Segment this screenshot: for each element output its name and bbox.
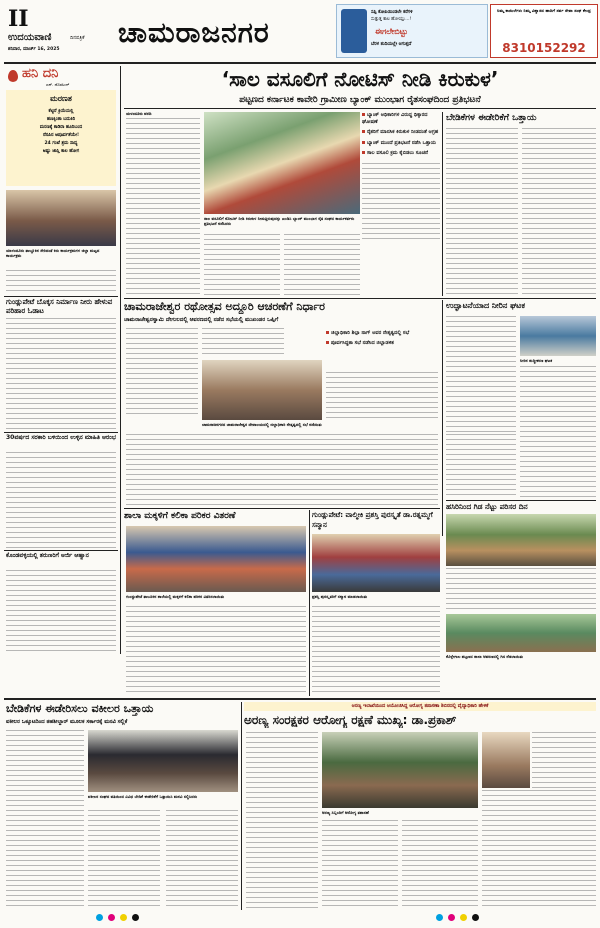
lead-text-col4 xyxy=(362,163,440,243)
bullet-text: ಬ್ಯಾಂಕ್ ಮುಂದೆ ಪ್ರತಿಭಟನೆ ನಡೆಸಿ ಒತ್ತಾಯ xyxy=(367,139,437,146)
bottom-right-photo xyxy=(322,732,478,808)
poem-line: ಹಣಕ್ಕಿಂತಾ ಬದುಕಿರಿ xyxy=(46,117,76,122)
left-story-text xyxy=(6,270,116,294)
right-top-text-a xyxy=(446,128,518,296)
story1-text xyxy=(6,318,116,430)
sapling-photo-caption: ಕೊಳ್ಳೇಗಾಲ ಪಟ್ಟಣದ ಶಾಲಾ ಆವರಣದಲ್ಲಿ ಗಿಡ ನೆಡಲಾಯಿತು xyxy=(446,654,523,659)
poem-line: ಮರಣಕ್ಕೆ ಕಾಡಿರಾ ಹೂರಿಬಂದ xyxy=(39,125,83,130)
poem-line: ಕೆಟ್ಟಿರೆ ಕ್ರಿಯೆಯಲ್ಲಿ xyxy=(48,109,74,114)
lead-photo xyxy=(204,112,360,214)
poem-box xyxy=(6,90,116,186)
poem-body xyxy=(10,108,112,156)
bottom-right-text-d xyxy=(532,732,596,788)
bullet-icon xyxy=(362,113,365,116)
bullet-text: ಬ್ಯಾಂಕ್ ಅಧಿಕಾರಿಗಳ ವಿರುದ್ಧ ಧಿಕ್ಕಾರದ ಘೋಷಣೆ xyxy=(362,112,428,125)
ad1-line3: ಈಗಲೇಬಿಟ್ಟು xyxy=(375,27,408,36)
edition-label: ದಿನಪತ್ರಿಕೆ xyxy=(70,35,85,41)
bottom-right-photo-caption: ಅರಣ್ಯ ಸಿಬ್ಬಂದಿಗೆ ಆರೋಗ್ಯ ತಪಾಸಣೆ xyxy=(322,810,369,815)
second-lead-text-b xyxy=(202,328,284,358)
masthead-rule xyxy=(4,62,596,64)
right-mid-text-a xyxy=(446,316,516,432)
paper-name: ಉದಯವಾಣಿ xyxy=(8,32,52,43)
column-divider xyxy=(442,112,443,296)
second-lead-photo-caption: ಚಾಮರಾಜನಗರದ ಚಾಮರಾಜೇಶ್ವರ ದೇವಾಲಯದಲ್ಲಿ ಜಿಲ್ಲಾಧಿಕಾರಿ ನೇತೃತ್ವದಲ್ಲಿ ಸಭೆ ನಡೆಯಿತು xyxy=(202,422,322,427)
sapling-photo-2 xyxy=(446,614,596,652)
bullet-text: ಸಾಲ ವಸೂಲಿ ಕ್ರಮ ಕೈಬಿಡಲು ಸೂಚನೆ xyxy=(367,150,428,156)
right-mid-photo xyxy=(520,316,596,356)
rule xyxy=(124,108,596,109)
lead-headline: ‘ಸಾಲ ವಸೂಲಿಗೆ ನೋಟಿಸ್ ನೀಡಿ ಕಿರುಕುಳ’ xyxy=(221,67,499,91)
lead-text-col3 xyxy=(284,234,360,296)
bottom-left-text-b xyxy=(88,810,160,910)
lead-bullet xyxy=(362,140,440,147)
second-lead-subheadline: ಚಾಮರಾಜೇಶ್ವರಸ್ವಾಮಿ ದೇಗುಲದಲ್ಲಿ ಆವರಣದಲ್ಲಿ ನಡೆದ ಸಭೆಯಲ್ಲಿ ಮುಖಂಡರ ಒಪ್ಪಿಗೆ xyxy=(124,317,279,323)
bottom-left-text-c xyxy=(166,810,238,910)
story2-headline: 30ವರ್ಷದ ಸರಕಾರಿ ಬಳಿಯಿಂದ ಉಳ್ಳಿನ ಮಾಹಿತಿ ಆರಂಭ xyxy=(6,434,116,441)
bottom-right-text-c xyxy=(402,820,478,910)
page-number: II xyxy=(8,6,29,32)
reg-dot xyxy=(448,914,455,921)
bottom-left-photo xyxy=(88,730,238,792)
masthead xyxy=(0,0,600,62)
bottom-left-text-a xyxy=(6,730,84,910)
reg-dot xyxy=(472,914,479,921)
rule xyxy=(4,698,596,700)
second-bullet xyxy=(326,340,438,347)
column-divider xyxy=(241,702,242,910)
second-lead-headline: ಚಾಮರಾಜೇಶ್ವರ ರಥೋತ್ಸವ ಅದ್ದೂರಿ ಆಚರಣೆಗೆ ನಿರ್ಧಾರ xyxy=(124,300,325,313)
bottom-right-text-b xyxy=(322,820,398,910)
school-headline: ಶಾಲಾ ಮಕ್ಕಳಿಗೆ ಕಲಿಕಾ ಪರಿಕರ ವಿತರಣೆ xyxy=(124,511,236,521)
second-lead-text-d xyxy=(126,434,438,506)
phone-graphic xyxy=(341,9,367,53)
registration-marks xyxy=(96,914,156,924)
bottom-right-photo-2 xyxy=(482,732,530,788)
bullet-icon xyxy=(326,341,329,344)
section-title: ಚಾಮರಾಜನಗರ xyxy=(118,16,270,49)
registration-marks xyxy=(436,914,496,924)
right-mid-photo-caption: ನೀರಿನ ಶುದ್ಧೀಕರಣ ಘಟಕ xyxy=(520,358,553,363)
lead-text-col1 xyxy=(126,118,200,296)
right-mid-text-c xyxy=(446,434,516,498)
left-photo xyxy=(6,190,116,246)
sapling-text xyxy=(446,568,596,612)
ad1-line2: ಸುತ್ತುತ್ತ ಕಾಲ ಹೋಯ್ತು...! xyxy=(371,17,412,22)
sapling-photo xyxy=(446,514,596,566)
award-text xyxy=(312,606,440,696)
sapling-headline: ಹಸಿರಿನಿಂದ ಗಿಡ ನೆಟ್ಟು ಪರಿಸರ ದಿನ xyxy=(446,502,528,511)
second-lead-photo xyxy=(202,360,322,420)
award-photo xyxy=(312,534,440,592)
bullet-icon xyxy=(326,331,329,334)
column-divider xyxy=(309,510,310,696)
second-lead-text-c xyxy=(326,372,438,420)
reg-dot xyxy=(108,914,115,921)
rule xyxy=(4,550,118,551)
right-mid-text-b xyxy=(520,366,596,498)
lead-photo-caption: ಸಾಲ ವಸೂಲಿಗೆ ನೋಟಿಸ್ ನೀಡಿ ಕಿರುಕುಳ ನೀಡುತ್ತಿರುವುದನ್ನು ಖಂಡಿಸಿ ಬ್ಯಾಂಕ್ ಮುಂಭಾಗ ರೈತ ಸಂಘದ ಕಾರ್ಯಕರ್ತರು ಪ್ರತಿಭಟನೆ ನಡೆಸಿದರು xyxy=(204,216,355,226)
hani-dani-logo xyxy=(6,66,116,88)
bottom-right-text-e xyxy=(482,790,596,910)
ad-phone-number[interactable]: 8310152292 xyxy=(502,41,586,55)
lead-text-col2 xyxy=(204,234,280,296)
logo-byline: ಎನ್. ದೊರಸಿಂಗ್ xyxy=(46,82,70,87)
lead-subheadline: ಪಟ್ಟಣದ ಕರ್ನಾಟಕ ಕಾವೇರಿ ಗ್ರಾಮೀಣ ಬ್ಯಾಂಕ್ ಮುಂಭಾಗ ರೈತಸಂಘದಿಂದ ಪ್ರತಿಭಟನೆ xyxy=(239,95,481,105)
second-lead-text-a xyxy=(126,328,198,418)
ad1-line4: ಬೆರಳ ತುದಿಯಲ್ಲೇ ಆಗುತ್ತದೆ xyxy=(371,42,412,47)
reg-dot xyxy=(120,914,127,921)
story3-headline: ಕೊಂಡವಳ್ಳಿಯಲ್ಲಿ ತರುಣರಿಗೆ ಅರ್ಜಿ ಆಹ್ವಾನ xyxy=(6,552,89,559)
school-photo-caption: ಗುಂಡ್ಲುಪೇಟೆ ತಾಲೂಕಿನ ಶಾಲೆಯಲ್ಲಿ ಮಕ್ಕಳಿಗೆ ಕಲಿಕಾ ಪರಿಕರ ವಿತರಿಸಲಾಯಿತು xyxy=(126,594,225,599)
reg-dot xyxy=(132,914,139,921)
right-top-text-b xyxy=(522,128,596,296)
right-top-headline: ಬೇಡಿಕೆಗಳ ಈಡೇರಿಕೆಗೆ ಒತ್ತಾಯ xyxy=(446,113,537,123)
lead-bullet xyxy=(362,150,440,157)
bullet-text: ಜಿಲ್ಲಾಧಿಕಾರಿ ಶಿಲ್ಪಾ ನಾಗ್ ಅವರ ನೇತೃತ್ವದಲ್ಲಿ ಸಭೆ xyxy=(331,330,410,336)
story1-headline: ಗುಂಡ್ಲುಪೇಟೆ ಬೊಕ್ಕಸ ನಿರ್ಮಾಣ ನೀರು ಹೇಳುವ ಪರಿಹಾರ ಓಡಾಟ xyxy=(6,298,113,315)
award-photo-caption: ಪ್ರಶಸ್ತಿ ಪುರಸ್ಕೃತರಿಗೆ ಸನ್ಮಾನ ಮಾಡಲಾಯಿತು xyxy=(312,594,368,599)
reg-dot xyxy=(436,914,443,921)
left-column xyxy=(4,66,118,654)
story2-text xyxy=(6,452,116,548)
bottom-right-text-a xyxy=(246,732,318,910)
rule xyxy=(124,298,596,299)
bullet-icon xyxy=(362,151,365,154)
bullet-text: ರೈತರಿಗೆ ಮಾನಸಿಕ ಕಿರುಕುಳ ನೀಡದಂತೆ ಆಗ್ರಹ xyxy=(367,129,439,135)
reg-dot xyxy=(96,914,103,921)
masthead-ad-1 xyxy=(336,4,488,58)
lead-bullets xyxy=(362,112,440,296)
right-mid-headline: ಉದ್ಘಾಟನೆಯಾದ ನೀರಿನ ಘಟಕ xyxy=(446,301,525,310)
second-lead-bullets xyxy=(326,330,438,370)
rule xyxy=(446,500,596,501)
award-headline: ಗುಂಡ್ಲುಪೇಟೆ: ವಾಲ್ಮೀಕಿ ಪ್ರಶಸ್ತಿ ಪುರಸ್ಕೃತೆ ಡಾ.ರತ್ನಮ್ಮಗೆ ಸನ್ಮಾನ xyxy=(312,511,433,529)
second-bullet xyxy=(326,330,438,337)
drop-icon xyxy=(8,70,18,82)
bottom-left-headline: ಬೇಡಿಕೆಗಳ ಈಡೇರಿಸಲು ವಕೀಲರ ಒತ್ತಾಯ xyxy=(6,702,154,715)
poem-line: 24 ಗಂಟೆ ಶ್ರಮ ಸಾಧ್ಯ xyxy=(44,141,78,146)
poem-line: ನೆನಪಿನ ಅಪೂರ್ವತೆಯೇ! xyxy=(42,133,80,138)
reg-dot xyxy=(460,914,467,921)
bottom-right-headline: ಅರಣ್ಯ ಸಂರಕ್ಷಕರ ಆರೋಗ್ಯ ರಕ್ಷಣೆ ಮುಖ್ಯ: ಡಾ.ಪ್ರಕಾಶ್ xyxy=(244,713,457,727)
story3-text xyxy=(6,570,116,654)
ad1-line1: ಸಪ್ಪಿ ಕೋಪಿಯಿಂಡಲೇ ಕರೆಗಳಿ xyxy=(371,10,413,15)
lead-byline: ಯಳಂದೂರು ವರದಿ xyxy=(126,111,152,116)
masthead-ad-2 xyxy=(490,4,598,58)
column-divider xyxy=(442,300,443,536)
bottom-left-photo-caption: ವಕೀಲರ ಸಂಘದ ವತಿಯಿಂದ ವಿವಿಧ ಬೇಡಿಕೆ ಈಡೇರಿಕೆಗೆ ಒತ್ತಾಯಿಸಿ ಮನವಿ ಸಲ್ಲಿಸಿದರು xyxy=(88,794,198,799)
rule xyxy=(4,296,118,297)
bullet-icon xyxy=(362,141,365,144)
poem-title: ಮರಣತ xyxy=(50,94,72,103)
poem-line: ಅಷ್ಟು ಜಾಸ್ತಿ ಕಾಲ ಹೋಗ xyxy=(42,149,80,154)
column-divider xyxy=(120,66,121,654)
lead-bullet xyxy=(362,112,440,125)
bullet-text: ಪೂರ್ವಸಿದ್ಧತಾ ಸಭೆ ನಡೆಸಿದ ಜಿಲ್ಲಾಡಳಿತ xyxy=(331,339,394,346)
logo-text: ಹನಿ ದನಿ xyxy=(22,66,59,81)
rule xyxy=(124,508,440,509)
school-photo xyxy=(126,526,306,592)
bullet-icon xyxy=(362,130,365,133)
left-photo-caption: ಯಾಳಂದೂರು ತಾಲ್ಲೂಕಿನ ಸೇರಿದಂತೆ ಕಿರು ಕಾರ್ಯಕ್ರಮಗಳ ಜಿಲ್ಲಾ ಮಟ್ಟದ ಕಾರ್ಯಕ್ರಮ xyxy=(6,248,100,258)
date-line: ಶನಿವಾರ, ಮಾರ್ಚ್ 16, 2025 xyxy=(8,47,60,52)
ad2-text: ನಿಮ್ಮ ಕಾಯಿಲೆಗಳು ನಿಮ್ಮ ವಿಶ್ವಾಸದ ಹಾದಿಗೆ ಸರ್ವ ಸೇವಾ ಸಂಘ ಕೇಂದ್ರ xyxy=(497,8,591,13)
bottom-right-kicker: ಅರಣ್ಯ ಇಲಾಖೆಯಿಂದ ಆಯೋಜಿಸಿದ್ದ ಆರೋಗ್ಯ ತಪಾಸಣಾ ಶಿಬಿರದಲ್ಲಿ ವೈದ್ಯಾಧಿಕಾರಿ ಹೇಳಿಕೆ xyxy=(351,704,489,709)
bottom-left-subheadline: ವಕೀಲರ ಒಕ್ಕೂಟದಿಂದ ತಹಶೀಲ್ದಾರ್ ಮೂಲಕ ಸರ್ಕಾರಕ್ಕೆ ಮನವಿ ಸಲ್ಲಿಕೆ xyxy=(6,719,128,725)
school-text xyxy=(126,606,306,696)
lead-bullet xyxy=(362,129,440,136)
rule xyxy=(4,432,118,433)
